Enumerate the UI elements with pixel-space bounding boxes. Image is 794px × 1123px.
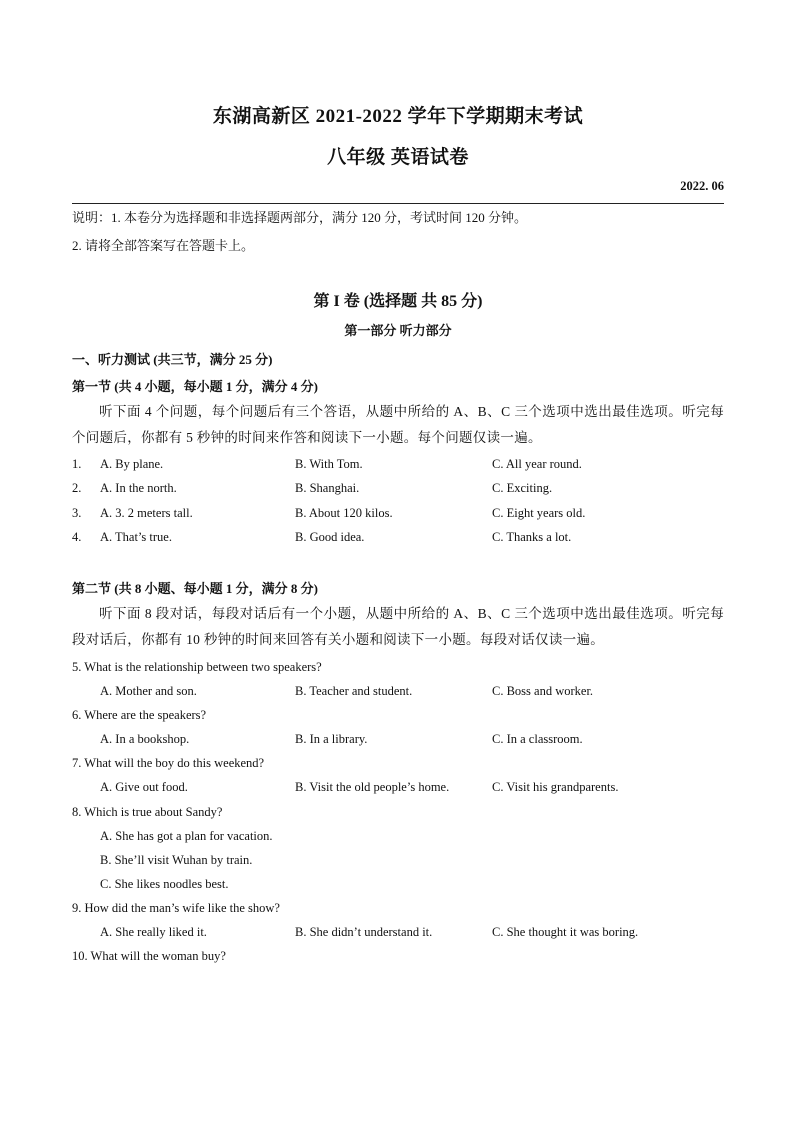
option-b: B. She’ll visit Wuhan by train. — [100, 853, 253, 867]
option-c: C. She thought it was boring. — [492, 925, 639, 939]
question-row — [72, 780, 724, 800]
note-2: 2. 请将全部答案写在答题卡上。 — [72, 238, 255, 253]
option-b: B. In a library. — [295, 732, 368, 746]
option-b: B. Teacher and student. — [295, 684, 413, 698]
question-stem: 7. What will the boy do this weekend? — [72, 756, 265, 770]
option-a: A. By plane. — [100, 457, 164, 471]
question-stem: 9. How did the man’s wife like the show? — [72, 901, 280, 915]
option-b: B. She didn’t understand it. — [295, 925, 433, 939]
option-a: A. Mother and son. — [100, 684, 197, 698]
question-stem: 10. What will the woman buy? — [72, 949, 226, 963]
option-a: A. That’s true. — [100, 530, 172, 544]
question-row — [72, 481, 724, 501]
question-number: 4. — [72, 530, 82, 544]
question-row — [72, 506, 724, 526]
question-row — [72, 732, 724, 752]
question-number: 3. — [72, 506, 82, 520]
question-row — [72, 530, 724, 550]
option-b: B. About 120 kilos. — [295, 506, 393, 520]
option-c: C. Thanks a lot. — [492, 530, 572, 544]
option-b: B. Good idea. — [295, 530, 365, 544]
option-a: A. Give out food. — [100, 780, 188, 794]
question-number: 2. — [72, 481, 82, 495]
option-c: C. In a classroom. — [492, 732, 583, 746]
question-row — [72, 457, 724, 477]
exam-subtitle: 八年级 英语试卷 — [327, 147, 469, 168]
option-a: A. She has got a plan for vacation. — [100, 829, 273, 843]
question-stem: 8. Which is true about Sandy? — [72, 805, 223, 819]
option-b: B. With Tom. — [295, 457, 363, 471]
option-a: A. She really liked it. — [100, 925, 207, 939]
option-a: A. In a bookshop. — [100, 732, 190, 746]
volume-title: 第 I 卷 (选择题 共 85 分) — [313, 293, 483, 310]
section1-instructions: 听下面 4 个问题，每个问题后有三个答语，从题中所给的 A、B、C 三个选项中选出最佳选项。听完每个问题后，你都有 5 秒钟的时间来作答和阅读下一小题。每个问题仅读一遍。 — [72, 404, 724, 445]
question-row — [72, 925, 724, 945]
section1-heading: 第一节 (共 4 小题，每小题 1 分，满分 4 分) — [72, 379, 318, 394]
option-b: B. Visit the old people’s home. — [295, 780, 450, 794]
option-b: B. Shanghai. — [295, 481, 360, 495]
option-c: C. All year round. — [492, 457, 582, 471]
option-c: C. Eight years old. — [492, 506, 586, 520]
exam-date: 2022. 06 — [680, 179, 724, 193]
section2-heading: 第二节 (共 8 小题、每小题 1 分，满分 8 分) — [72, 581, 318, 596]
option-a: A. In the north. — [100, 481, 177, 495]
option-a: A. 3. 2 meters tall. — [100, 506, 193, 520]
option-c: C. She likes noodles best. — [100, 877, 229, 891]
option-c: C. Boss and worker. — [492, 684, 594, 698]
exam-title: 东湖高新区 2021-2022 学年下学期期末考试 — [212, 106, 584, 127]
question-number: 1. — [72, 457, 82, 471]
option-c: C. Exciting. — [492, 481, 553, 495]
question-stem: 5. What is the relationship between two speakers? — [72, 660, 322, 674]
section-title: 一、听力测试 (共三节，满分 25 分) — [72, 352, 273, 367]
part-title: 第一部分 听力部分 — [344, 323, 452, 338]
question-row — [72, 684, 724, 704]
option-c: C. Visit his grandparents. — [492, 780, 619, 794]
header-divider — [72, 203, 724, 204]
section2-instructions: 听下面 8 段对话，每段对话后有一个小题，从题中所给的 A、B、C 三个选项中选出最佳选项。听完每段对话后，你都有 10 秒钟的时间来回答有关小题和阅读下一小题。每段对话仅读一遍。 — [72, 606, 724, 647]
question-stem: 6. Where are the speakers? — [72, 708, 207, 722]
note-1: 说明：1. 本卷分为选择题和非选择题两部分，满分 120 分，考试时间 120 分钟。 — [72, 210, 528, 225]
